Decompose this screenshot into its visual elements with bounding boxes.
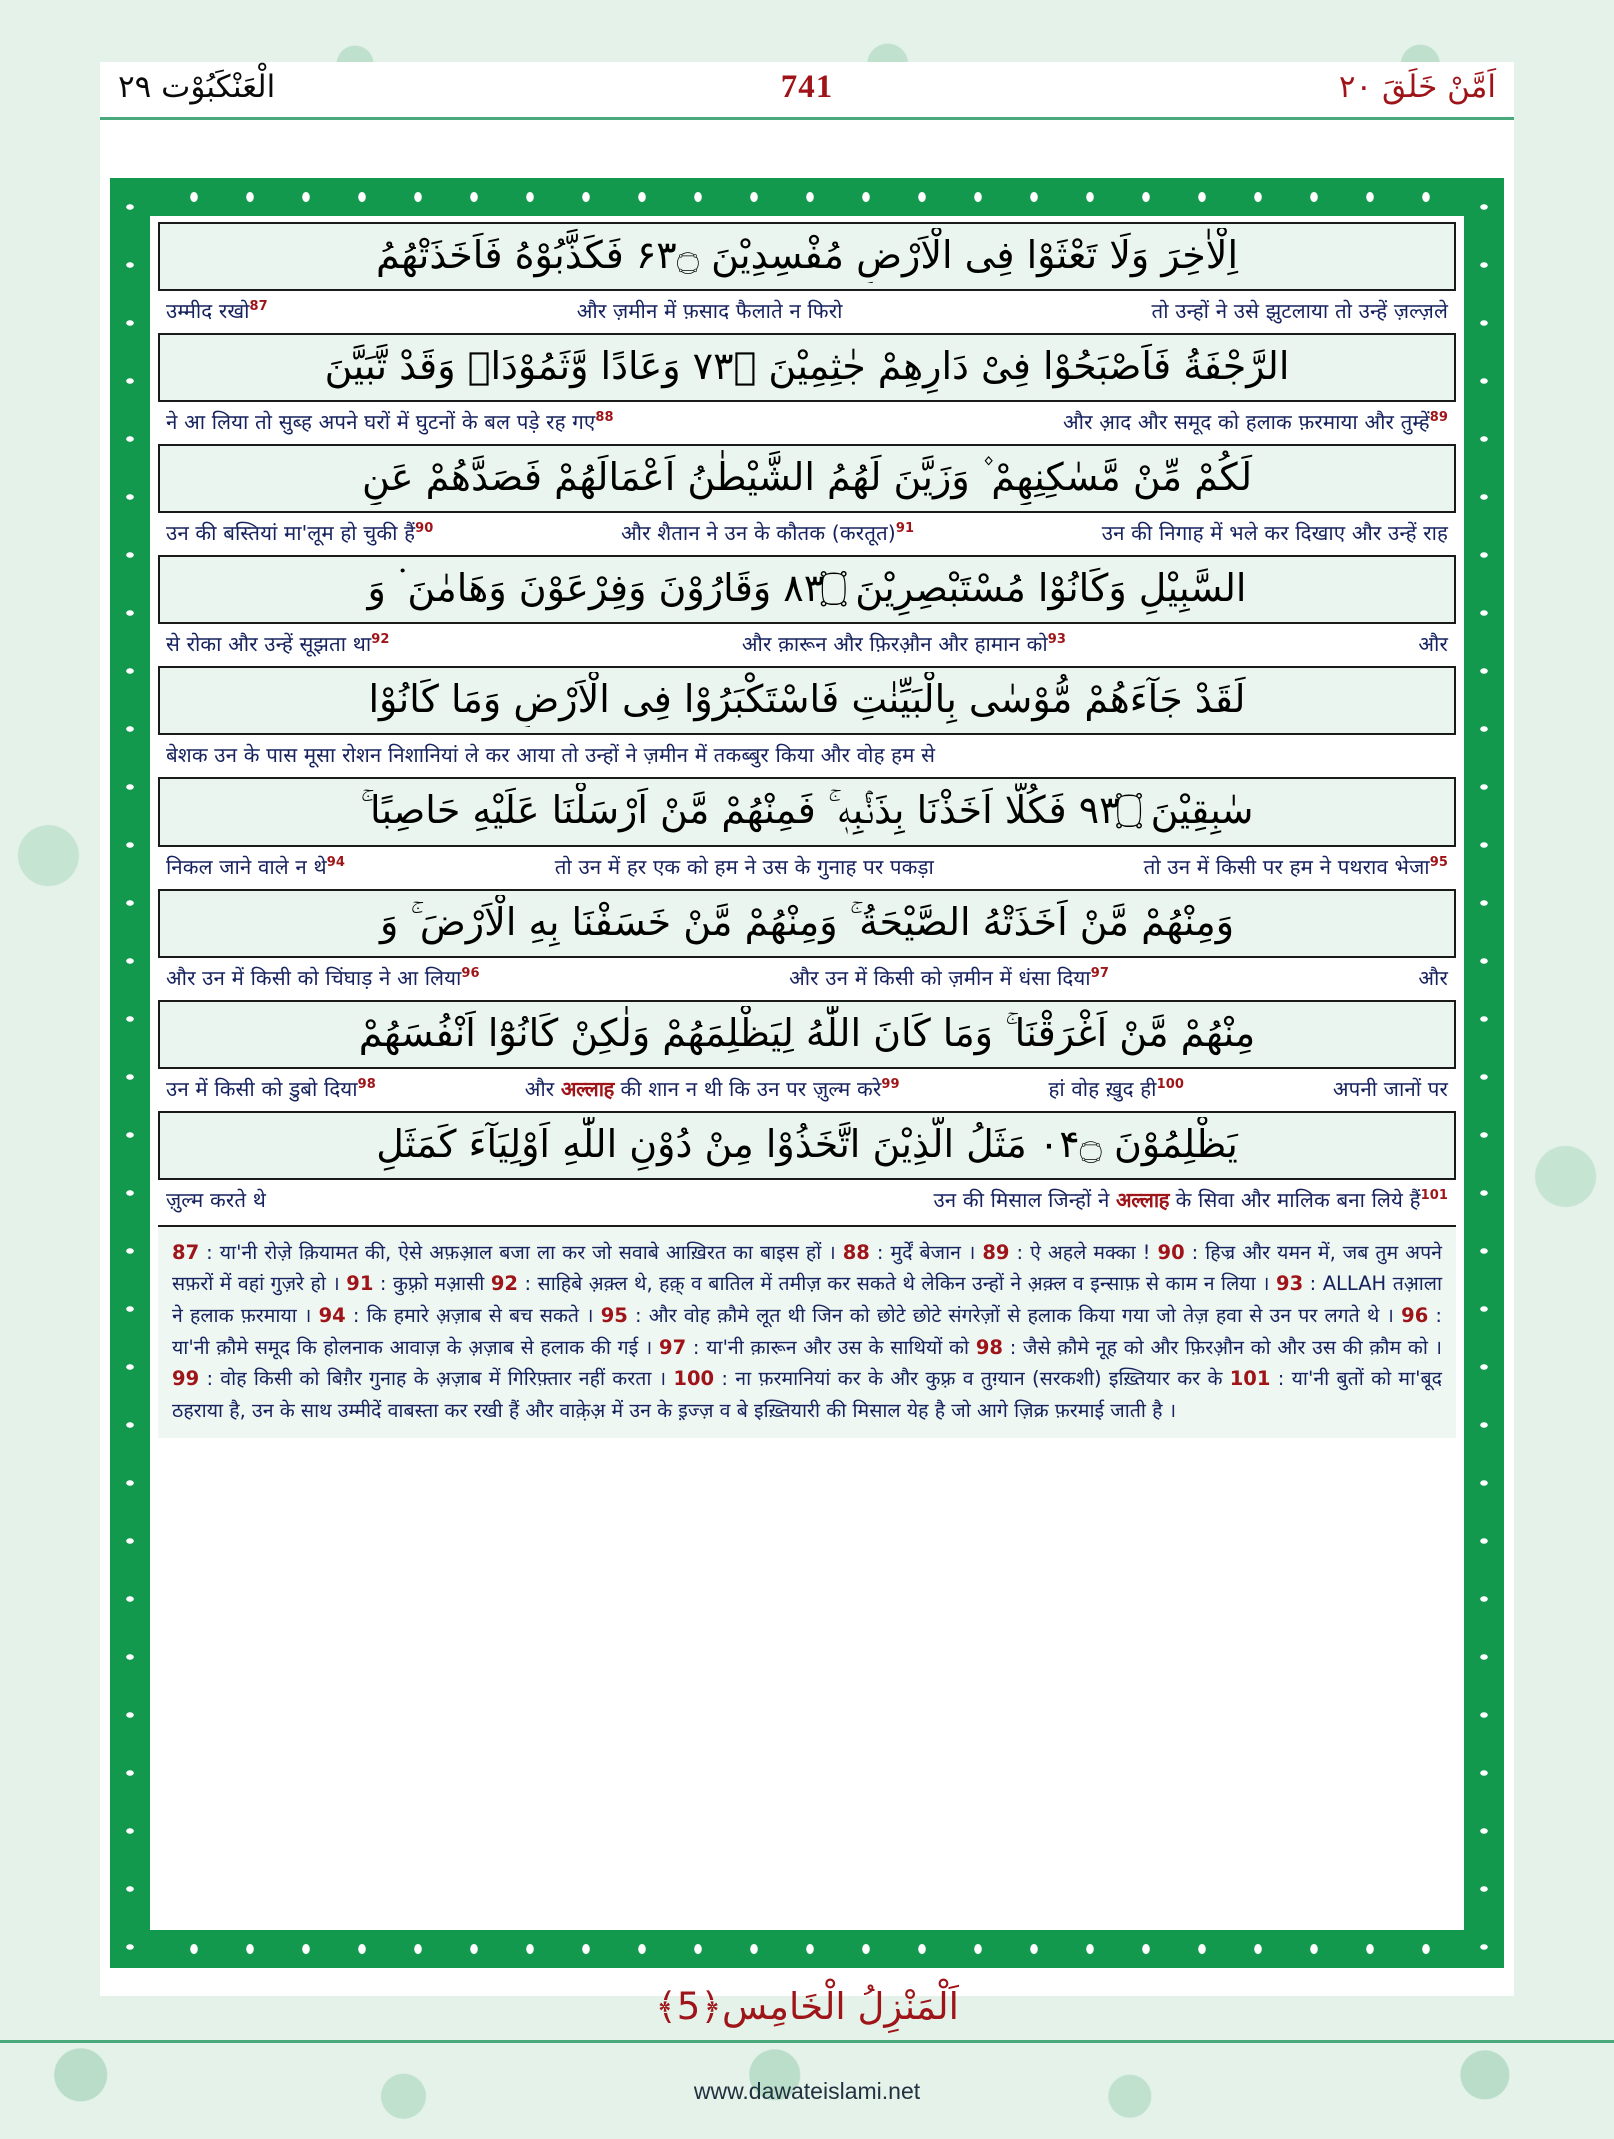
verse-block (158, 666, 1456, 774)
para-name-label: اَمَّنْ خَلَقَ ٢٠ (1338, 69, 1496, 105)
translation-segment: और क़ारून और फ़िरऔ़न और हामान को$^{93}$ (741, 632, 1067, 657)
arabic-verse-text: وَمِنْهُمْ مَّنْ اَخَذَتْهُ الصَّيْحَةُ ۚ وَمِنْهُمْ مَّنْ خَسَفْنَا بِهِ الْاَرْضَ ۚ وَ (379, 899, 1235, 944)
website-url: www.dawateislami.net (693, 2078, 921, 2104)
hindi-translation-line (158, 513, 1456, 552)
arabic-verse-text: مِنْهُمْ مَّنْ اَغْرَقْنَا ۚ وَمَا كَانَ اللّٰهُ لِيَظْلِمَهُمْ وَلٰكِنْ كَانُوْٓا اَنْفُسَهُمْ (358, 1010, 1256, 1055)
footnote-number: 94 (318, 1304, 346, 1327)
translation-segment: ने आ लिया तो सुब्ह अपने घरों में घुटनों के बल पड़े रह गए$^{88}$ (166, 410, 614, 435)
footnote-text: : कुफ़्रो मआ़सी (373, 1272, 491, 1296)
footnote-number: 93 (1276, 1272, 1304, 1296)
footnote-number: 97 (659, 1335, 687, 1359)
footnote-text: : वोह किसी को बिगै़र गुनाह के अ़ज़ाब में गिरिफ़्तार नहीं करता । (199, 1367, 674, 1391)
ornamental-border-left (110, 178, 150, 1968)
translation-segment: और उन में किसी को चिंघाड़ ने आ लिया$^{96}$ (166, 965, 480, 990)
manzil-label (0, 1985, 1614, 2028)
footnote-marker[interactable]: 89 (1429, 410, 1448, 426)
footnote-marker[interactable]: 94 (326, 854, 345, 870)
verse-block (158, 777, 1456, 885)
footnote-text: : जैसे क़ौमे नूह को और फ़िरऔ़न को और उस की क़ौम को । (1002, 1335, 1442, 1359)
footnote-text: : या'नी बुतों को मा'बूद ठहराया है, उन के साथ उम्मीदें वाबस्ता कर रखी हैं और वाक़े़अ़ में उन के इ़ज्ज़ व बे इख़्तियारी की मिसाल येह है जो आगे ज़िक्र फ़रमाई जाती है । (172, 1367, 1442, 1422)
footnote-text: : या'नी क़ारून और उस के साथियों को (686, 1335, 976, 1359)
translation-segment: और (1418, 632, 1448, 657)
footnote-marker[interactable]: 93 (1047, 632, 1067, 648)
translation-segment: अपनी जानों पर (1332, 1076, 1448, 1101)
verse-block (158, 222, 1456, 330)
arabic-verse-box (158, 777, 1456, 846)
arabic-verse-box (158, 666, 1456, 735)
verses-list (158, 222, 1456, 1219)
footnote-marker[interactable]: 96 (461, 965, 480, 981)
allah-word: अल्लाह (1116, 1187, 1170, 1212)
allah-word: अल्लाह (560, 1076, 614, 1101)
arabic-verse-text: لَكُمْ مِّنْ مَّسٰكِنِهِمْ ۫ وَزَيَّنَ لَهُمُ الشَّيْطٰنُ اَعْمَالَهُمْ فَصَدَّهُمْ عَنِ (361, 455, 1253, 500)
quran-content-area (158, 222, 1456, 1922)
page-number-label: 741 (780, 69, 834, 105)
arabic-verse-text: يَظْلِمُوْنَ ۝۴۰ مَثَلُ الَّذِيْنَ اتَّخَذُوْا مِنْ دُوْنِ اللّٰهِ اَوْلِيَآءَ كَمَثَلِ (376, 1121, 1238, 1166)
translation-segment: और शैतान ने उन के कौतक (करतूत)$^{91}$ (621, 521, 915, 546)
footnote-number: 87 (172, 1240, 200, 1264)
arabic-verse-text: الرَّجْفَةُ فَاَصْبَحُوْا فِىْ دَارِهِمْ جٰثِمِيْنَ ۝۳۷ وَعَادًا وَّثَمُوْدَا۟ وَقَدْ تَّبَيَّنَ (324, 344, 1290, 389)
translation-segment: हां वोह खु़द ही$^{100}$ (1048, 1076, 1185, 1101)
footnote-number: 89 (982, 1240, 1010, 1264)
arabic-verse-box (158, 444, 1456, 513)
arabic-verse-text: سٰبِقِيْنَ ۝۳۹ فَكُلًّا اَخَذْنَا بِذَنْۢبِهٖ ۚ فَمِنْهُمْ مَّنْ اَرْسَلْنَا عَلَيْهِ حَاصِبًا ۚ (360, 788, 1254, 833)
hindi-translation-line (158, 735, 1456, 774)
arabic-verse-text: اِلْاٰخِرَ وَلَا تَعْثَوْا فِى الْاَرْضِ مُفْسِدِيْنَ ۝۳۶ فَكَذَّبُوْهُ فَاَخَذَتْهُمُ (375, 233, 1239, 277)
footnote-number: 96 (1401, 1304, 1429, 1327)
translation-segment: उन की निगाह में भले कर दिखाए और उन्हें राह (1101, 521, 1448, 546)
footnote-number: 90 (1157, 1240, 1185, 1264)
footnote-marker[interactable]: 100 (1156, 1076, 1185, 1092)
manzil-number-wrapper: ﴿5﴾ (655, 1985, 723, 2028)
footnote-number: 98 (975, 1335, 1003, 1359)
manzil-text: اَلْمَنْزِلُ الْخَامِس (722, 1985, 959, 2028)
footnote-marker[interactable]: 88 (595, 410, 614, 426)
translation-segment: ज़ुल्म करते थे (166, 1187, 266, 1212)
verse-block (158, 1000, 1456, 1108)
footnote-text: : या'नी क़ौमे समूद कि होलनाक आवाज़ के अ़ज़ाब से हलाक की गई । (172, 1304, 1442, 1359)
footnote-number: 99 (172, 1367, 200, 1391)
hindi-translation-line (158, 847, 1456, 886)
surah-name-label: الْعَنْكَبُوْت ٢٩ (118, 69, 276, 105)
arabic-verse-box (158, 889, 1456, 958)
translation-segment: और उन में किसी को ज़मीन में धंसा दिया$^{97}$ (789, 965, 1110, 990)
translation-segment: तो उन में हर एक को हम ने उस के गुनाह पर पकड़ा (554, 854, 934, 879)
translation-segment: और ज़मीन में फ़साद फैलाते न फिरो (576, 299, 843, 324)
hindi-translation-line (158, 958, 1456, 997)
translation-segment: निकल जाने वाले न थे$^{94}$ (166, 854, 345, 879)
footnote-text: : ऐ अहले मक्का ! (1009, 1240, 1158, 1264)
translation-segment: से रोका और उन्हें सूझता था$^{92}$ (166, 632, 390, 657)
translation-segment: और आ़द और समूद को हलाक फ़रमाया और तुम्हें$^{89}$ (1063, 410, 1448, 435)
hindi-translation-line (158, 291, 1456, 330)
arabic-verse-text: لَقَدْ جَآءَهُمْ مُّوْسٰى بِالْبَيِّنٰتِ فَاسْتَكْبَرُوْا فِى الْاَرْضِ وَمَا كَانُوْا (368, 677, 1246, 722)
footnote-text: : साहिबे अ़क़्ल थे, हक़् व बातिल में तमीज़ कर सकते थे लेकिन उन्हों ने अ़क़्ल व इन्साफ़ से काम न लिया । (517, 1272, 1277, 1296)
footnote-marker[interactable]: 90 (415, 521, 434, 537)
arabic-verse-text: السَّبِيْلِ وَكَانُوْا مُسْتَبْصِرِيْنَ ۝۳۸ وَقَارُوْنَ وَفِرْعَوْنَ وَهَامٰنَ ۬ وَ (367, 566, 1247, 611)
translation-segment: और अल्लाह की शान न थी कि उन पर ज़ुल्म करे$^{99}$ (524, 1076, 900, 1101)
hindi-translation-line (158, 1069, 1456, 1108)
translation-segment: उन की मिसाल जिन्हों ने अल्लाह के सिवा और मालिक बना लिये हैं$^{101}$ (933, 1187, 1448, 1212)
footnote-number: 88 (842, 1240, 870, 1264)
footnote-text: : या'नी रोज़े क़ियामत की, ऐसे अफ़आ़ल बजा ला कर जो सवाबे आख़िरत का बाइस हों । (199, 1240, 843, 1264)
ornamental-border-top (110, 178, 1504, 216)
footnote-text: : ना फ़रमानियां कर के और कुफ़्र व तुग़्यान (सरकशी) इख़्तियार कर के (714, 1367, 1230, 1391)
ornamental-border-bottom (110, 1930, 1504, 1968)
footnote-marker[interactable]: 92 (371, 632, 390, 648)
verse-block (158, 555, 1456, 663)
footnote-text: : कि हमारे अ़ज़ाब से बच सकते । (345, 1304, 601, 1327)
translation-segment: तो उन्हों ने उसे झुटलाया तो उन्हें ज़ल्ज़ले (1151, 299, 1448, 324)
footnote-text: : ALLAH तआ़ला ने हलाक फ़रमाया । (172, 1272, 1443, 1327)
arabic-verse-box (158, 555, 1456, 624)
footnote-number: 95 (600, 1304, 628, 1327)
footnote-number: 91 (346, 1272, 374, 1296)
footnote-marker[interactable]: 99 (881, 1076, 900, 1092)
translation-segment: उन की बस्तियां मा'लूम हो चुकी हैं$^{90}$ (166, 521, 434, 546)
manzil-number: 5 (676, 1985, 701, 2028)
translation-segment: और (1418, 965, 1448, 990)
footnote-text: : मुर्दें बेजान । (869, 1240, 983, 1264)
footnote-marker[interactable]: 98 (357, 1076, 376, 1092)
arabic-verse-box (158, 333, 1456, 402)
verse-block (158, 889, 1456, 997)
footnote-marker[interactable]: 97 (1090, 965, 1110, 981)
arabic-verse-box (158, 222, 1456, 291)
footnote-marker[interactable]: 95 (1429, 854, 1448, 870)
hindi-translation-line (158, 624, 1456, 663)
footnote-text: : हिज्र और यमन में, जब तुम अपने सफ़रों में वहां गुज़रे हो । (172, 1240, 1442, 1296)
hindi-translation-line (158, 402, 1456, 441)
arabic-verse-box (158, 1111, 1456, 1180)
arabic-verse-box (158, 1000, 1456, 1069)
verse-block (158, 1111, 1456, 1219)
footnote-marker[interactable]: 91 (895, 521, 915, 537)
hindi-translation-line (158, 1180, 1456, 1219)
ornamental-border-right (1464, 178, 1504, 1968)
footnote-number: 101 (1229, 1367, 1271, 1391)
footnote-number: 92 (490, 1272, 518, 1296)
translation-segment: तो उन में किसी पर हम ने पथराव भेजा$^{95}$ (1143, 854, 1448, 879)
footnotes-block (158, 1225, 1456, 1438)
footnote-text: : और वोह क़ौमे लूत थी जिन को छोटे छोटे संगरेज़ों से हलाक किया गया जो तेज़ हवा से उन पर लगते थे । (627, 1304, 1402, 1327)
translation-segment: उम्मीद रखो$^{87}$ (166, 299, 268, 324)
verse-block (158, 333, 1456, 441)
footnote-marker[interactable]: 87 (249, 299, 268, 315)
footnote-number: 100 (673, 1367, 715, 1391)
verse-block (158, 444, 1456, 552)
footnote-marker[interactable]: 101 (1420, 1188, 1448, 1204)
page-header (100, 62, 1514, 120)
translation-segment: बेशक उन के पास मूसा रोशन निशानियां ले कर आया तो उन्हों ने ज़मीन में तकब्बुर किया और वोह हम से (166, 743, 936, 768)
translation-segment: उन में किसी को डुबो दिया$^{98}$ (166, 1076, 376, 1101)
